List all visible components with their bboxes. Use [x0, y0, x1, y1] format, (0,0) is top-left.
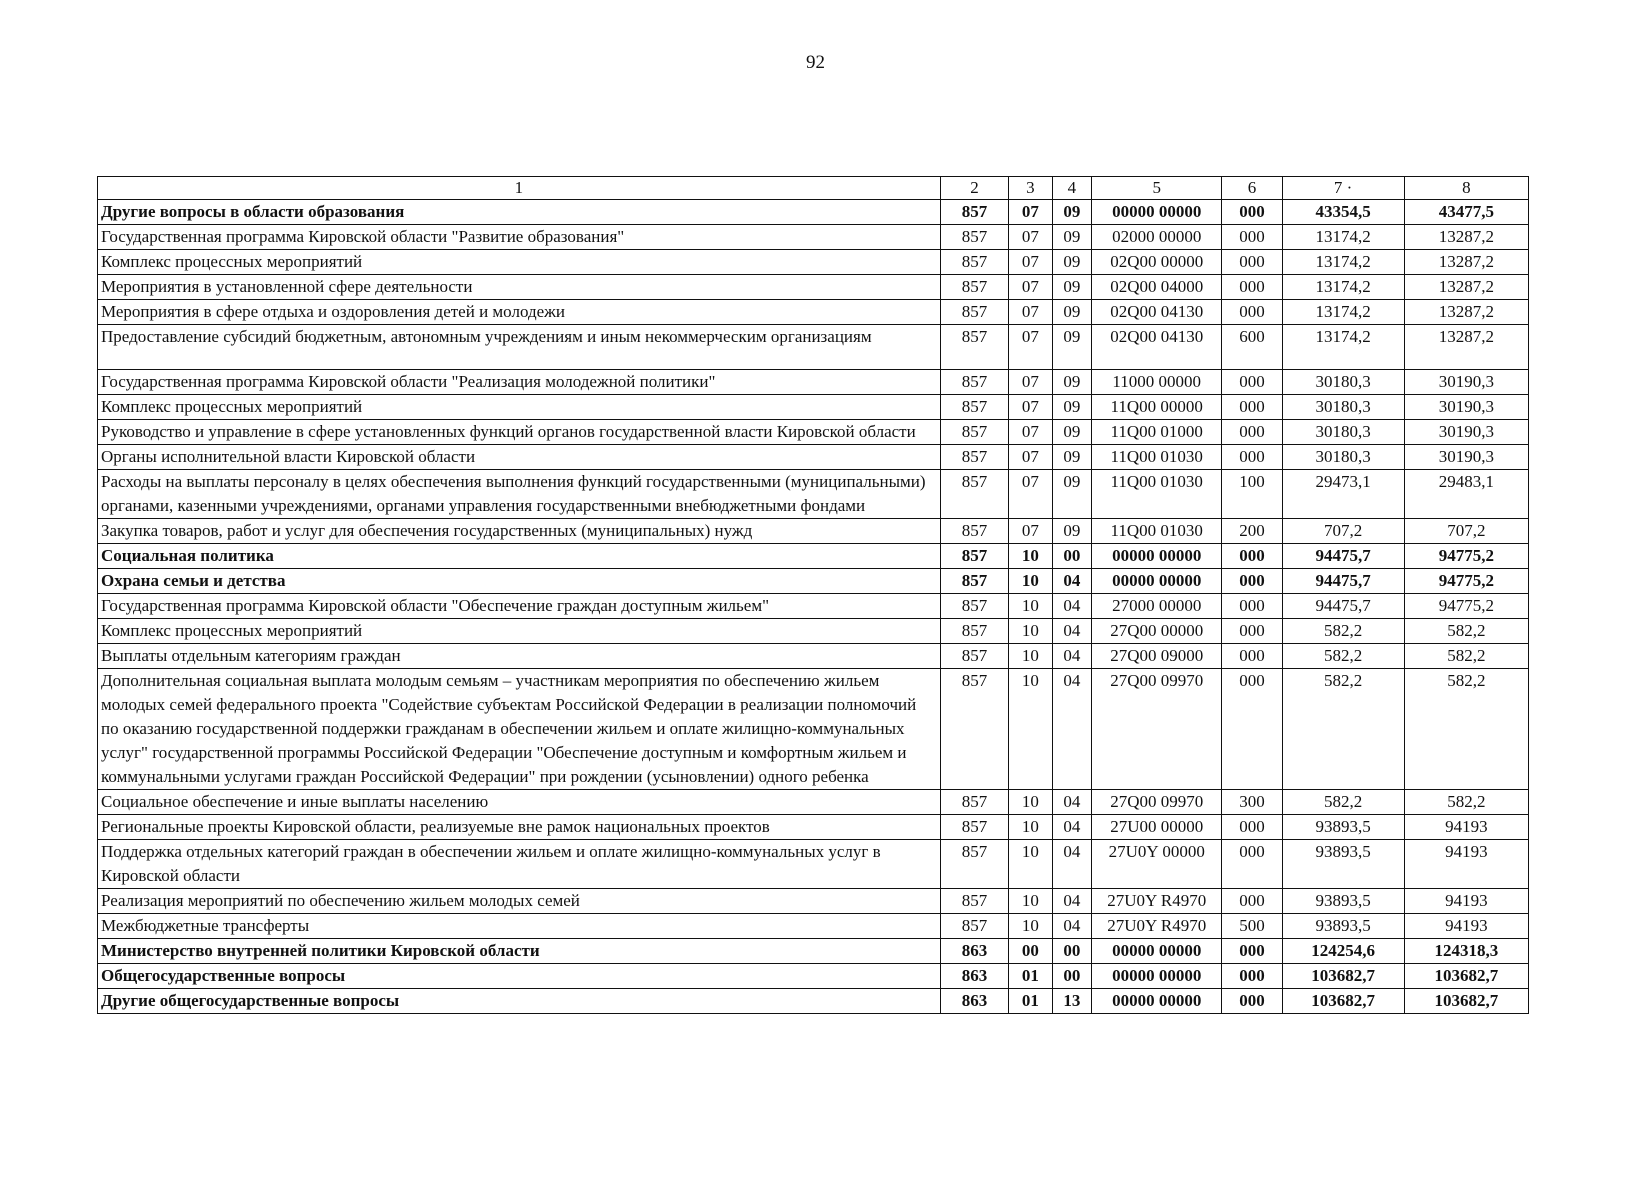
- table-row: [98, 370, 1529, 395]
- row-subsection: 04: [1052, 594, 1091, 619]
- row-admin-code: 857: [940, 300, 1008, 325]
- table-row: [98, 275, 1529, 300]
- table-row: [98, 815, 1529, 840]
- row-admin-code: 857: [940, 395, 1008, 420]
- row-amount-year2: 94775,2: [1404, 594, 1528, 619]
- row-target-article: 02000 00000: [1092, 225, 1222, 250]
- row-admin-code: 857: [940, 815, 1008, 840]
- row-admin-code: 857: [940, 594, 1008, 619]
- row-target-article: 11Q00 01030: [1092, 519, 1222, 544]
- row-amount-year2: 30190,3: [1404, 420, 1528, 445]
- row-description: Комплекс процессных мероприятий: [98, 619, 941, 644]
- table-row: [98, 914, 1529, 939]
- row-expense-type: 000: [1222, 619, 1282, 644]
- row-subsection: 00: [1052, 964, 1091, 989]
- row-section: 07: [1009, 300, 1052, 325]
- row-section: 07: [1009, 395, 1052, 420]
- row-section: 01: [1009, 989, 1052, 1014]
- row-subsection: 09: [1052, 200, 1091, 225]
- row-target-article: 02Q00 04130: [1092, 325, 1222, 370]
- row-target-article: 27U0Y R4970: [1092, 914, 1222, 939]
- row-target-article: 11Q00 01030: [1092, 445, 1222, 470]
- row-expense-type: 000: [1222, 815, 1282, 840]
- header-cell: 2: [940, 177, 1008, 200]
- row-subsection: 09: [1052, 519, 1091, 544]
- row-amount-year2: 13287,2: [1404, 300, 1528, 325]
- row-subsection: 09: [1052, 445, 1091, 470]
- row-target-article: 00000 00000: [1092, 569, 1222, 594]
- row-amount-year2: 94775,2: [1404, 544, 1528, 569]
- row-expense-type: 600: [1222, 325, 1282, 370]
- row-target-article: 00000 00000: [1092, 200, 1222, 225]
- row-expense-type: 300: [1222, 790, 1282, 815]
- row-amount-year2: 13287,2: [1404, 325, 1528, 370]
- row-expense-type: 000: [1222, 840, 1282, 889]
- row-subsection: 04: [1052, 619, 1091, 644]
- row-target-article: 00000 00000: [1092, 989, 1222, 1014]
- row-amount-year2: 582,2: [1404, 619, 1528, 644]
- row-amount-year2: 29483,1: [1404, 470, 1528, 519]
- row-section: 07: [1009, 445, 1052, 470]
- row-target-article: 27000 00000: [1092, 594, 1222, 619]
- row-subsection: 09: [1052, 420, 1091, 445]
- row-description: Дополнительная социальная выплата молодым семьям – участникам мероприятия по обеспечению жильем молодых семей федерального проекта "Содействие субъектам Российской Федерации в реализации полномочий по оказанию государственной поддержки гражданам в обеспечении жильем и оплате жилищно-коммунальных услуг" государственной программы Российской Федерации "Обеспечение доступным и комфортным жильем и коммунальными услугами граждан Российской Федерации" при рождении (усыновлении) одного ребенка: [98, 669, 941, 790]
- row-amount-year1: 707,2: [1282, 519, 1404, 544]
- row-subsection: 04: [1052, 569, 1091, 594]
- row-expense-type: 100: [1222, 470, 1282, 519]
- row-subsection: 13: [1052, 989, 1091, 1014]
- table-row: [98, 420, 1529, 445]
- row-amount-year1: 30180,3: [1282, 420, 1404, 445]
- header-cell: 5: [1092, 177, 1222, 200]
- row-admin-code: 863: [940, 964, 1008, 989]
- row-section: 07: [1009, 470, 1052, 519]
- row-description: Руководство и управление в сфере установленных функций органов государственной власти Кировской области: [98, 420, 941, 445]
- row-section: 07: [1009, 325, 1052, 370]
- row-expense-type: 000: [1222, 300, 1282, 325]
- row-admin-code: 857: [940, 544, 1008, 569]
- table-row: [98, 964, 1529, 989]
- row-section: 10: [1009, 889, 1052, 914]
- row-target-article: 27Q00 00000: [1092, 619, 1222, 644]
- row-expense-type: 000: [1222, 420, 1282, 445]
- row-target-article: 27U0Y 00000: [1092, 840, 1222, 889]
- table-row: [98, 669, 1529, 790]
- header-cell: 6: [1222, 177, 1282, 200]
- row-amount-year2: 13287,2: [1404, 225, 1528, 250]
- row-expense-type: 000: [1222, 275, 1282, 300]
- row-amount-year2: 30190,3: [1404, 445, 1528, 470]
- header-cell: 4: [1052, 177, 1091, 200]
- row-description: Общегосударственные вопросы: [98, 964, 941, 989]
- row-expense-type: 200: [1222, 519, 1282, 544]
- row-amount-year2: 582,2: [1404, 790, 1528, 815]
- row-amount-year1: 29473,1: [1282, 470, 1404, 519]
- row-section: 00: [1009, 939, 1052, 964]
- row-description: Комплекс процессных мероприятий: [98, 250, 941, 275]
- table-row: [98, 544, 1529, 569]
- row-admin-code: 857: [940, 445, 1008, 470]
- row-amount-year2: 94775,2: [1404, 569, 1528, 594]
- row-amount-year1: 13174,2: [1282, 300, 1404, 325]
- row-admin-code: 857: [940, 470, 1008, 519]
- row-subsection: 00: [1052, 544, 1091, 569]
- row-subsection: 09: [1052, 325, 1091, 370]
- row-expense-type: 500: [1222, 914, 1282, 939]
- row-amount-year1: 124254,6: [1282, 939, 1404, 964]
- row-amount-year1: 93893,5: [1282, 840, 1404, 889]
- row-description: Министерство внутренней политики Кировской области: [98, 939, 941, 964]
- row-description: Поддержка отдельных категорий граждан в обеспечении жильем и оплате жилищно-коммунальных услуг в Кировской области: [98, 840, 941, 889]
- row-target-article: 27Q00 09970: [1092, 669, 1222, 790]
- row-subsection: 04: [1052, 815, 1091, 840]
- row-expense-type: 000: [1222, 370, 1282, 395]
- table-row: [98, 200, 1529, 225]
- row-section: 10: [1009, 669, 1052, 790]
- row-amount-year1: 582,2: [1282, 669, 1404, 790]
- table-row: [98, 569, 1529, 594]
- row-admin-code: 857: [940, 275, 1008, 300]
- row-subsection: 09: [1052, 225, 1091, 250]
- row-section: 10: [1009, 594, 1052, 619]
- row-amount-year2: 13287,2: [1404, 275, 1528, 300]
- row-amount-year2: 124318,3: [1404, 939, 1528, 964]
- row-amount-year2: 582,2: [1404, 644, 1528, 669]
- row-amount-year2: 94193: [1404, 889, 1528, 914]
- row-target-article: 00000 00000: [1092, 964, 1222, 989]
- table-row: [98, 989, 1529, 1014]
- row-amount-year1: 103682,7: [1282, 989, 1404, 1014]
- row-target-article: 11Q00 01000: [1092, 420, 1222, 445]
- row-subsection: 04: [1052, 840, 1091, 889]
- table-row: [98, 325, 1529, 370]
- row-description: Другие общегосударственные вопросы: [98, 989, 941, 1014]
- row-amount-year2: 30190,3: [1404, 395, 1528, 420]
- row-description: Социальная политика: [98, 544, 941, 569]
- row-description: Предоставление субсидий бюджетным, автономным учреждениям и иным некоммерческим организациям: [98, 325, 941, 370]
- row-section: 07: [1009, 225, 1052, 250]
- row-description: Мероприятия в установленной сфере деятельности: [98, 275, 941, 300]
- row-admin-code: 857: [940, 619, 1008, 644]
- table-row: [98, 889, 1529, 914]
- row-section: 07: [1009, 250, 1052, 275]
- row-admin-code: 857: [940, 644, 1008, 669]
- row-amount-year2: 30190,3: [1404, 370, 1528, 395]
- table-row: [98, 619, 1529, 644]
- row-subsection: 09: [1052, 250, 1091, 275]
- header-row: [98, 177, 1529, 200]
- row-subsection: 04: [1052, 889, 1091, 914]
- row-amount-year1: 582,2: [1282, 619, 1404, 644]
- row-amount-year2: 582,2: [1404, 669, 1528, 790]
- row-amount-year1: 30180,3: [1282, 395, 1404, 420]
- row-section: 10: [1009, 914, 1052, 939]
- table-row: [98, 840, 1529, 889]
- header-cell: 1: [98, 177, 941, 200]
- row-description: Комплекс процессных мероприятий: [98, 395, 941, 420]
- row-target-article: 27Q00 09970: [1092, 790, 1222, 815]
- row-amount-year1: 94475,7: [1282, 544, 1404, 569]
- row-description: Государственная программа Кировской области "Развитие образования": [98, 225, 941, 250]
- row-amount-year1: 13174,2: [1282, 225, 1404, 250]
- row-target-article: 27U00 00000: [1092, 815, 1222, 840]
- row-amount-year1: 93893,5: [1282, 914, 1404, 939]
- page-number: 92: [806, 52, 825, 73]
- row-admin-code: 863: [940, 989, 1008, 1014]
- row-description: Закупка товаров, работ и услуг для обеспечения государственных (муниципальных) нужд: [98, 519, 941, 544]
- row-expense-type: 000: [1222, 569, 1282, 594]
- row-section: 07: [1009, 200, 1052, 225]
- row-expense-type: 000: [1222, 669, 1282, 790]
- row-expense-type: 000: [1222, 594, 1282, 619]
- row-description: Межбюджетные трансферты: [98, 914, 941, 939]
- row-expense-type: 000: [1222, 200, 1282, 225]
- table-row: [98, 470, 1529, 519]
- row-admin-code: 857: [940, 200, 1008, 225]
- row-amount-year1: 43354,5: [1282, 200, 1404, 225]
- row-expense-type: 000: [1222, 889, 1282, 914]
- row-admin-code: 857: [940, 569, 1008, 594]
- row-target-article: 11Q00 01030: [1092, 470, 1222, 519]
- row-target-article: 11000 00000: [1092, 370, 1222, 395]
- row-amount-year2: 103682,7: [1404, 989, 1528, 1014]
- table-row: [98, 519, 1529, 544]
- row-target-article: 00000 00000: [1092, 939, 1222, 964]
- header-cell: 8: [1404, 177, 1528, 200]
- row-amount-year1: 93893,5: [1282, 815, 1404, 840]
- row-expense-type: 000: [1222, 544, 1282, 569]
- row-admin-code: 863: [940, 939, 1008, 964]
- table-row: [98, 395, 1529, 420]
- row-subsection: 09: [1052, 370, 1091, 395]
- row-section: 07: [1009, 420, 1052, 445]
- row-admin-code: 857: [940, 669, 1008, 790]
- row-description: Мероприятия в сфере отдыха и оздоровления детей и молодежи: [98, 300, 941, 325]
- row-subsection: 09: [1052, 395, 1091, 420]
- row-subsection: 04: [1052, 790, 1091, 815]
- row-subsection: 09: [1052, 470, 1091, 519]
- row-description: Охрана семьи и детства: [98, 569, 941, 594]
- table-row: [98, 225, 1529, 250]
- row-subsection: 04: [1052, 914, 1091, 939]
- row-description: Органы исполнительной власти Кировской области: [98, 445, 941, 470]
- row-admin-code: 857: [940, 889, 1008, 914]
- row-expense-type: 000: [1222, 445, 1282, 470]
- row-subsection: 09: [1052, 300, 1091, 325]
- row-expense-type: 000: [1222, 225, 1282, 250]
- row-amount-year1: 582,2: [1282, 644, 1404, 669]
- row-amount-year1: 93893,5: [1282, 889, 1404, 914]
- row-amount-year1: 13174,2: [1282, 325, 1404, 370]
- row-subsection: 00: [1052, 939, 1091, 964]
- row-admin-code: 857: [940, 840, 1008, 889]
- row-admin-code: 857: [940, 370, 1008, 395]
- table-row: [98, 790, 1529, 815]
- row-amount-year1: 13174,2: [1282, 250, 1404, 275]
- row-amount-year2: 94193: [1404, 914, 1528, 939]
- row-admin-code: 857: [940, 790, 1008, 815]
- row-target-article: 11Q00 00000: [1092, 395, 1222, 420]
- row-amount-year2: 13287,2: [1404, 250, 1528, 275]
- table-row: [98, 939, 1529, 964]
- row-target-article: 02Q00 00000: [1092, 250, 1222, 275]
- row-description: Государственная программа Кировской области "Обеспечение граждан доступным жильем": [98, 594, 941, 619]
- row-amount-year1: 94475,7: [1282, 594, 1404, 619]
- row-expense-type: 000: [1222, 395, 1282, 420]
- row-subsection: 09: [1052, 275, 1091, 300]
- row-admin-code: 857: [940, 914, 1008, 939]
- row-amount-year2: 43477,5: [1404, 200, 1528, 225]
- row-target-article: 00000 00000: [1092, 544, 1222, 569]
- row-target-article: 02Q00 04130: [1092, 300, 1222, 325]
- row-admin-code: 857: [940, 420, 1008, 445]
- row-section: 07: [1009, 370, 1052, 395]
- row-description: Социальное обеспечение и иные выплаты населению: [98, 790, 941, 815]
- row-amount-year2: 707,2: [1404, 519, 1528, 544]
- header-cell: 3: [1009, 177, 1052, 200]
- row-section: 10: [1009, 619, 1052, 644]
- row-subsection: 04: [1052, 669, 1091, 790]
- row-admin-code: 857: [940, 519, 1008, 544]
- row-amount-year1: 103682,7: [1282, 964, 1404, 989]
- row-description: Государственная программа Кировской области "Реализация молодежной политики": [98, 370, 941, 395]
- budget-table: [97, 176, 1529, 1014]
- row-expense-type: 000: [1222, 939, 1282, 964]
- row-section: 10: [1009, 544, 1052, 569]
- row-section: 10: [1009, 644, 1052, 669]
- row-amount-year2: 94193: [1404, 815, 1528, 840]
- row-target-article: 27Q00 09000: [1092, 644, 1222, 669]
- row-expense-type: 000: [1222, 250, 1282, 275]
- row-description: Выплаты отдельным категориям граждан: [98, 644, 941, 669]
- row-amount-year1: 582,2: [1282, 790, 1404, 815]
- row-section: 01: [1009, 964, 1052, 989]
- table-row: [98, 644, 1529, 669]
- row-amount-year1: 13174,2: [1282, 275, 1404, 300]
- table-row: [98, 445, 1529, 470]
- table-row: [98, 300, 1529, 325]
- row-section: 10: [1009, 815, 1052, 840]
- row-section: 10: [1009, 840, 1052, 889]
- row-admin-code: 857: [940, 225, 1008, 250]
- row-amount-year1: 94475,7: [1282, 569, 1404, 594]
- row-admin-code: 857: [940, 250, 1008, 275]
- row-target-article: 27U0Y R4970: [1092, 889, 1222, 914]
- row-amount-year2: 94193: [1404, 840, 1528, 889]
- row-target-article: 02Q00 04000: [1092, 275, 1222, 300]
- row-expense-type: 000: [1222, 964, 1282, 989]
- row-description: Расходы на выплаты персоналу в целях обеспечения выполнения функций государственными (муниципальными) органами, казенными учреждениями, органами управления государственными внебюджетными фондами: [98, 470, 941, 519]
- table-row: [98, 594, 1529, 619]
- row-amount-year1: 30180,3: [1282, 370, 1404, 395]
- row-amount-year1: 30180,3: [1282, 445, 1404, 470]
- row-admin-code: 857: [940, 325, 1008, 370]
- row-amount-year2: 103682,7: [1404, 964, 1528, 989]
- row-description: Другие вопросы в области образования: [98, 200, 941, 225]
- row-section: 07: [1009, 519, 1052, 544]
- row-subsection: 04: [1052, 644, 1091, 669]
- row-expense-type: 000: [1222, 989, 1282, 1014]
- row-section: 07: [1009, 275, 1052, 300]
- row-section: 10: [1009, 790, 1052, 815]
- table-row: [98, 250, 1529, 275]
- row-description: Региональные проекты Кировской области, реализуемые вне рамок национальных проектов: [98, 815, 941, 840]
- header-cell: 7 ·: [1282, 177, 1404, 200]
- row-expense-type: 000: [1222, 644, 1282, 669]
- row-section: 10: [1009, 569, 1052, 594]
- row-description: Реализация мероприятий по обеспечению жильем молодых семей: [98, 889, 941, 914]
